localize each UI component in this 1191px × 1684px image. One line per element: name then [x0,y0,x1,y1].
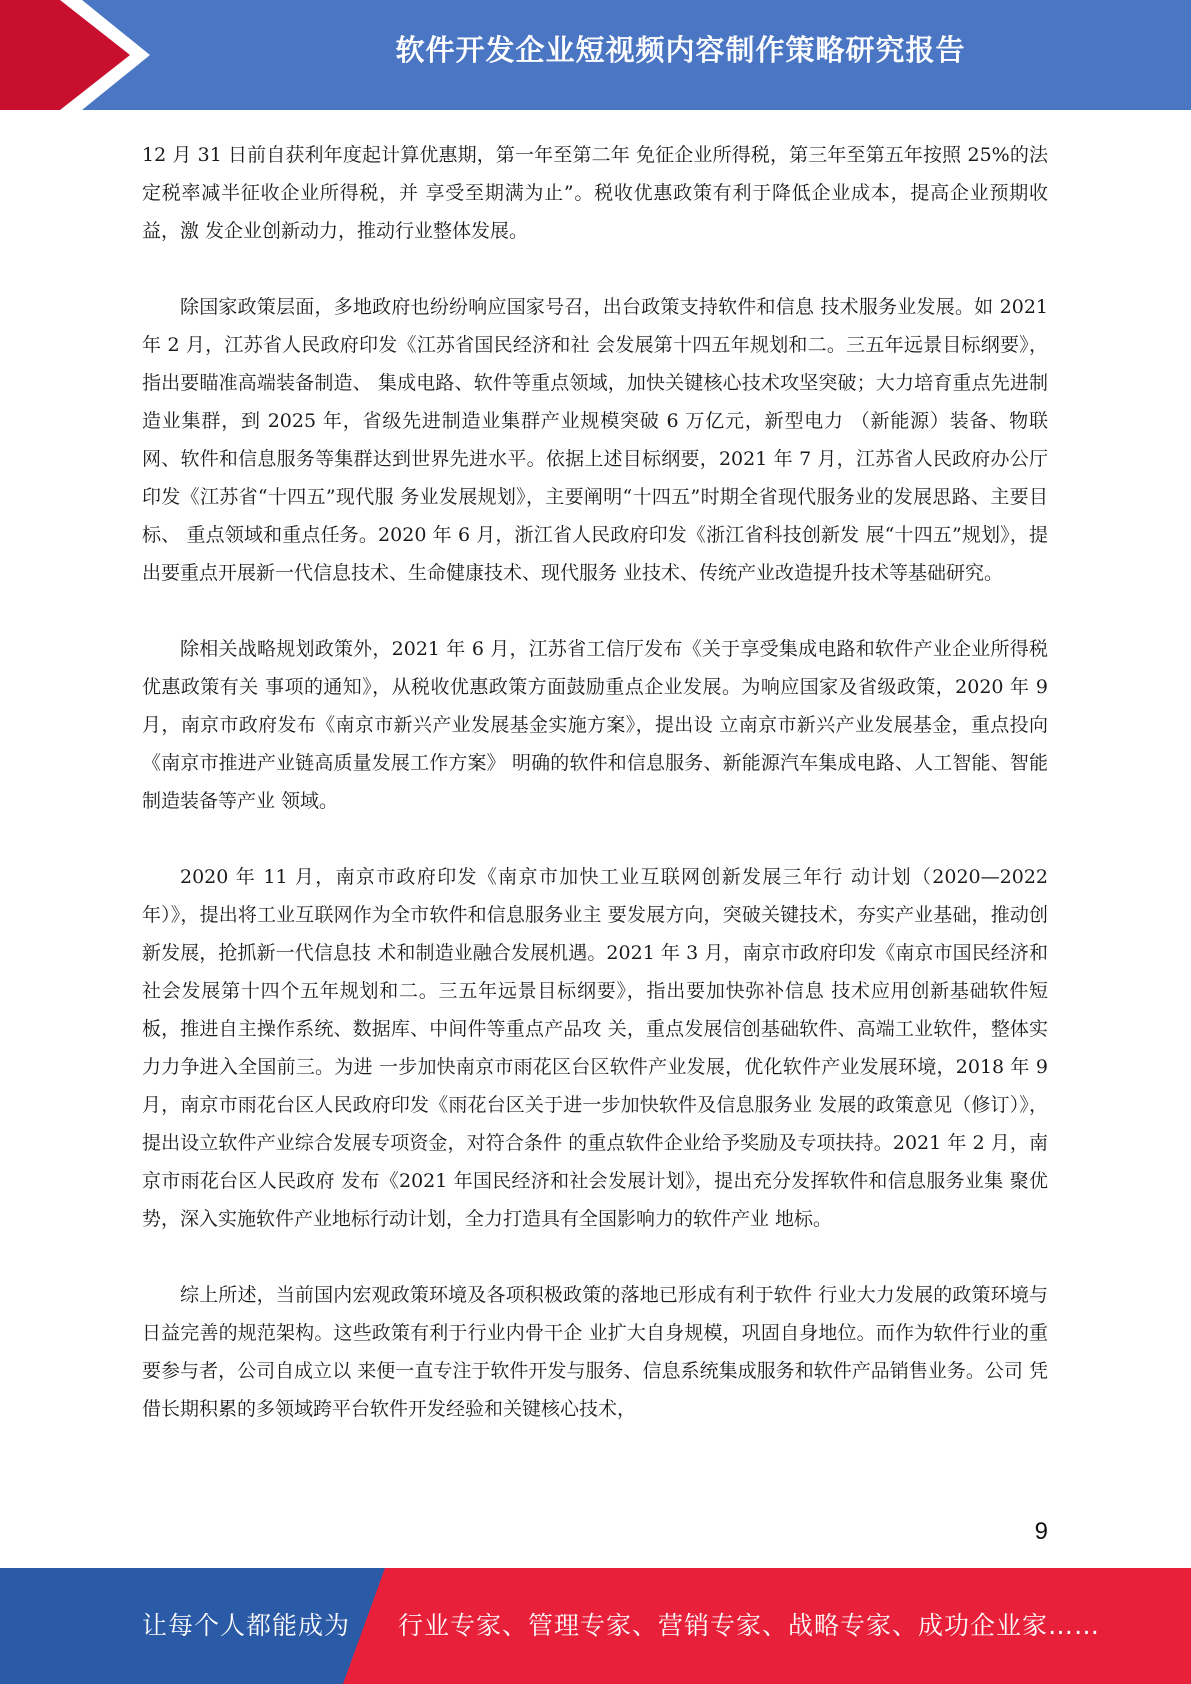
paragraph-5: 综上所述，当前国内宏观政策环境及各项积极政策的落地已形成有利于软件 行业大力发展的政策环境与日益完善的规范架构。这些政策有利于行业内骨干企 业扩大自身规模，巩固自身地位。而作为软件行业的重要参与者，公司自成立以 来便一直专注于软件开发与服务、信息系统集成服务和软件产品销售业务。公司 凭借长期积累的多领域跨平台软件开发经验和关键核心技术， [142,1284,1048,1420]
footer-slogan-right: 行业专家、管理专家、营销专家、战略专家、成功企业家…… [398,1611,1101,1640]
page-number: 9 [1034,1518,1048,1545]
paragraph-4: 2020 年 11 月，南京市政府印发《南京市加快工业互联网创新发展三年行 动计划（2020—2022 年）》，提出将工业互联网作为全市软件和信息服务业主 要发展方向，突破关键技术，夯实产业基础，推动创新发展，抢抓新一代信息技 术和制造业融合发展机遇。2021 年 3 月，南京市政府印发《南京市国民经济和 社会发展第十四个五年规划和二。三五年远景目标纲要》，指出要加快弥补信息 技术应用创新基础软件短板，推进自主操作系统、数据库、中间件等重点产品攻 关，重点发展信创基础软件、高端工业软件，整体实力力争进入全国前三。为进 一步加快南京市雨花区台区软件产业发展，优化软件产业发展环境，2018 年 9 月，南京市雨花台区人民政府印发《雨花台区关于进一步加快软件及信息服务业 发展的政策意见（修订）》，提出设立软件产业综合发展专项资金，对符合条件 的重点软件企业给予奖励及专项扶持。2021 年 2 月，南京市雨花台区人民政府 发布《2021 年国民经济和社会发展计划》，提出充分发挥软件和信息服务业集 聚优势，深入实施软件产业地标行动计划，全力打造具有全国影响力的软件产业 地标。 [142,866,1048,1230]
document-body [142,136,1048,1466]
paragraph-3: 除相关战略规划政策外，2021 年 6 月，江苏省工信厅发布《关于享受集成电路和软件产业企业所得税优惠政策有关 事项的通知》，从税收优惠政策方面鼓励重点企业发展。为响应国家及省级政策，2020 年 9 月，南京市政府发布《南京市新兴产业发展基金实施方案》，提出设 立南京市新兴产业发展基金，重点投向《南京市推进产业链高质量发展工作方案》 明确的软件和信息服务、新能源汽车集成电路、人工智能、智能制造装备等产业 领域。 [142,638,1048,812]
paragraph-2: 除国家政策层面，多地政府也纷纷响应国家号召，出台政策支持软件和信息 技术服务业发展。如 2021 年 2 月，江苏省人民政府印发《江苏省国民经济和社 会发展第十四五年规划和二。三五年远景目标纲要》，指出要瞄准高端装备制造、 集成电路、软件等重点领域，加快关键核心技术攻坚突破；大力培育重点先进制 造业集群，到 2025 年，省级先进制造业集群产业规模突破 6 万亿元，新型电力 （新能源）装备、物联网、软件和信息服务等集群达到世界先进水平。依据上述目标纲要，2021 年 7 月，江苏省人民政府办公厅印发《江苏省“十四五”现代服 务业发展规划》，主要阐明“十四五”时期全省现代服务业的发展思路、主要目标、 重点领域和重点任务。2020 年 6 月，浙江省人民政府印发《浙江省科技创新发 展“十四五”规划》，提出要重点开展新一代信息技术、生命健康技术、现代服务 业技术、传统产业改造提升技术等基础研究。 [142,296,1048,584]
page-footer [0,1568,1191,1684]
document-title: 软件开发企业短视频内容制作策略研究报告 [395,33,966,67]
page-header [0,0,1191,110]
footer-slogan-left: 让每个人都能成为 [142,1611,351,1640]
paragraph-1: 12 月 31 日前自获利年度起计算优惠期，第一年至第二年 免征企业所得税，第三年至第五年按照 25%的法定税率减半征收企业所得税，并 享受至期满为止”。税收优惠政策有利于降低企业成本，提高企业预期收益，激 发企业创新动力，推动行业整体发展。 [142,144,1048,242]
header-arrow-decoration [0,0,170,110]
